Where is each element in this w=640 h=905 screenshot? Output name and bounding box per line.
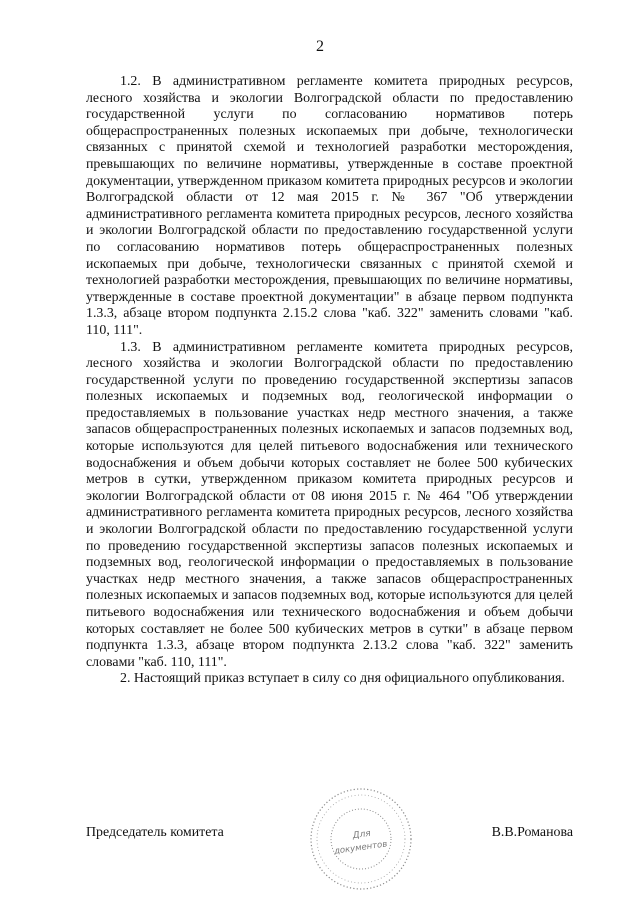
- paragraph-1-2: 1.2. В административном регламенте комитета природных ресурсов, лесного хозяйства и экологии Волгоградской области по предоставлению государственной услуги по согласованию нормативов потерь общераспространенных полезных ископаемых при добыче, технологически связанных с принятой схемой и технологией разработки месторождения, превышающих по величине нормативы, утвержденные в составе проектной документации, утвержденном приказом комитета природных ресурсов и экологии Волгоградской области от 12 мая 2015 г. № 367 "Об утверждении административного регламента комитета природных ресурсов, лесного хозяйства и экологии Волгоградской области по предоставлению государственной услуги по согласованию нормативов потерь общераспространенных полезных ископаемых при добыче, технологически связанных с принятой схемой и технологией разработки месторождения, превышающих по величине нормативы, утвержденные в составе проектной документации" в абзаце первом подпункта 1.3.3, абзаце втором подпункта 2.15.2 слова "каб. 322" заменить словами "каб. 110, 111".: [86, 74, 573, 338]
- paragraph-1-3: 1.3. В административном регламенте комитета природных ресурсов, лесного хозяйства и экологии Волгоградской области по предоставлению государственной услуги по проведению государственной экспертизы запасов полезных ископаемых и подземных вод, геологической информации о предоставляемых в пользование участках недр местного значения, а также запасов общераспространенных полезных ископаемых и запасов подземных вод, которые используются для целей питьевого водоснабжения или технического водоснабжения и объем добычи которых составляет не более 500 кубических метров в сутки, утвержденном приказом комитета природных ресурсов и экологии Волгоградской области от 08 июня 2015 г. № 464 "Об утверждении административного регламента комитета природных ресурсов, лесного хозяйства и экологии Волгоградской области по предоставлению государственной услуги по проведению государственной экспертизы запасов полезных ископаемых и подземных вод, геологической информации о предоставляемых в пользование участках недр местного значения, а также запасов общераспространенных полезных ископаемых и запасов подземных вод, которые используются для целей питьевого водоснабжения или технического водоснабжения и объем добычи которых составляет не более 500 кубических метров в сутки" в абзаце первом подпункта 1.3.3, абзаце втором подпункта 2.13.2 слова "каб. 322" заменить словами "каб. 110, 111".: [86, 339, 573, 670]
- signatory-name: В.В.Романова: [491, 825, 573, 840]
- page-number: 2: [316, 38, 324, 55]
- stamp-text-line1: Для: [352, 828, 372, 842]
- paragraph-2: 2. Настоящий приказ вступает в силу со дня официального опубликования.: [120, 671, 565, 687]
- stamp-seal: [306, 784, 416, 894]
- document-body: [86, 74, 573, 688]
- signatory-title: Председатель комитета: [86, 825, 224, 840]
- stamp-text-line2: документов: [333, 839, 388, 857]
